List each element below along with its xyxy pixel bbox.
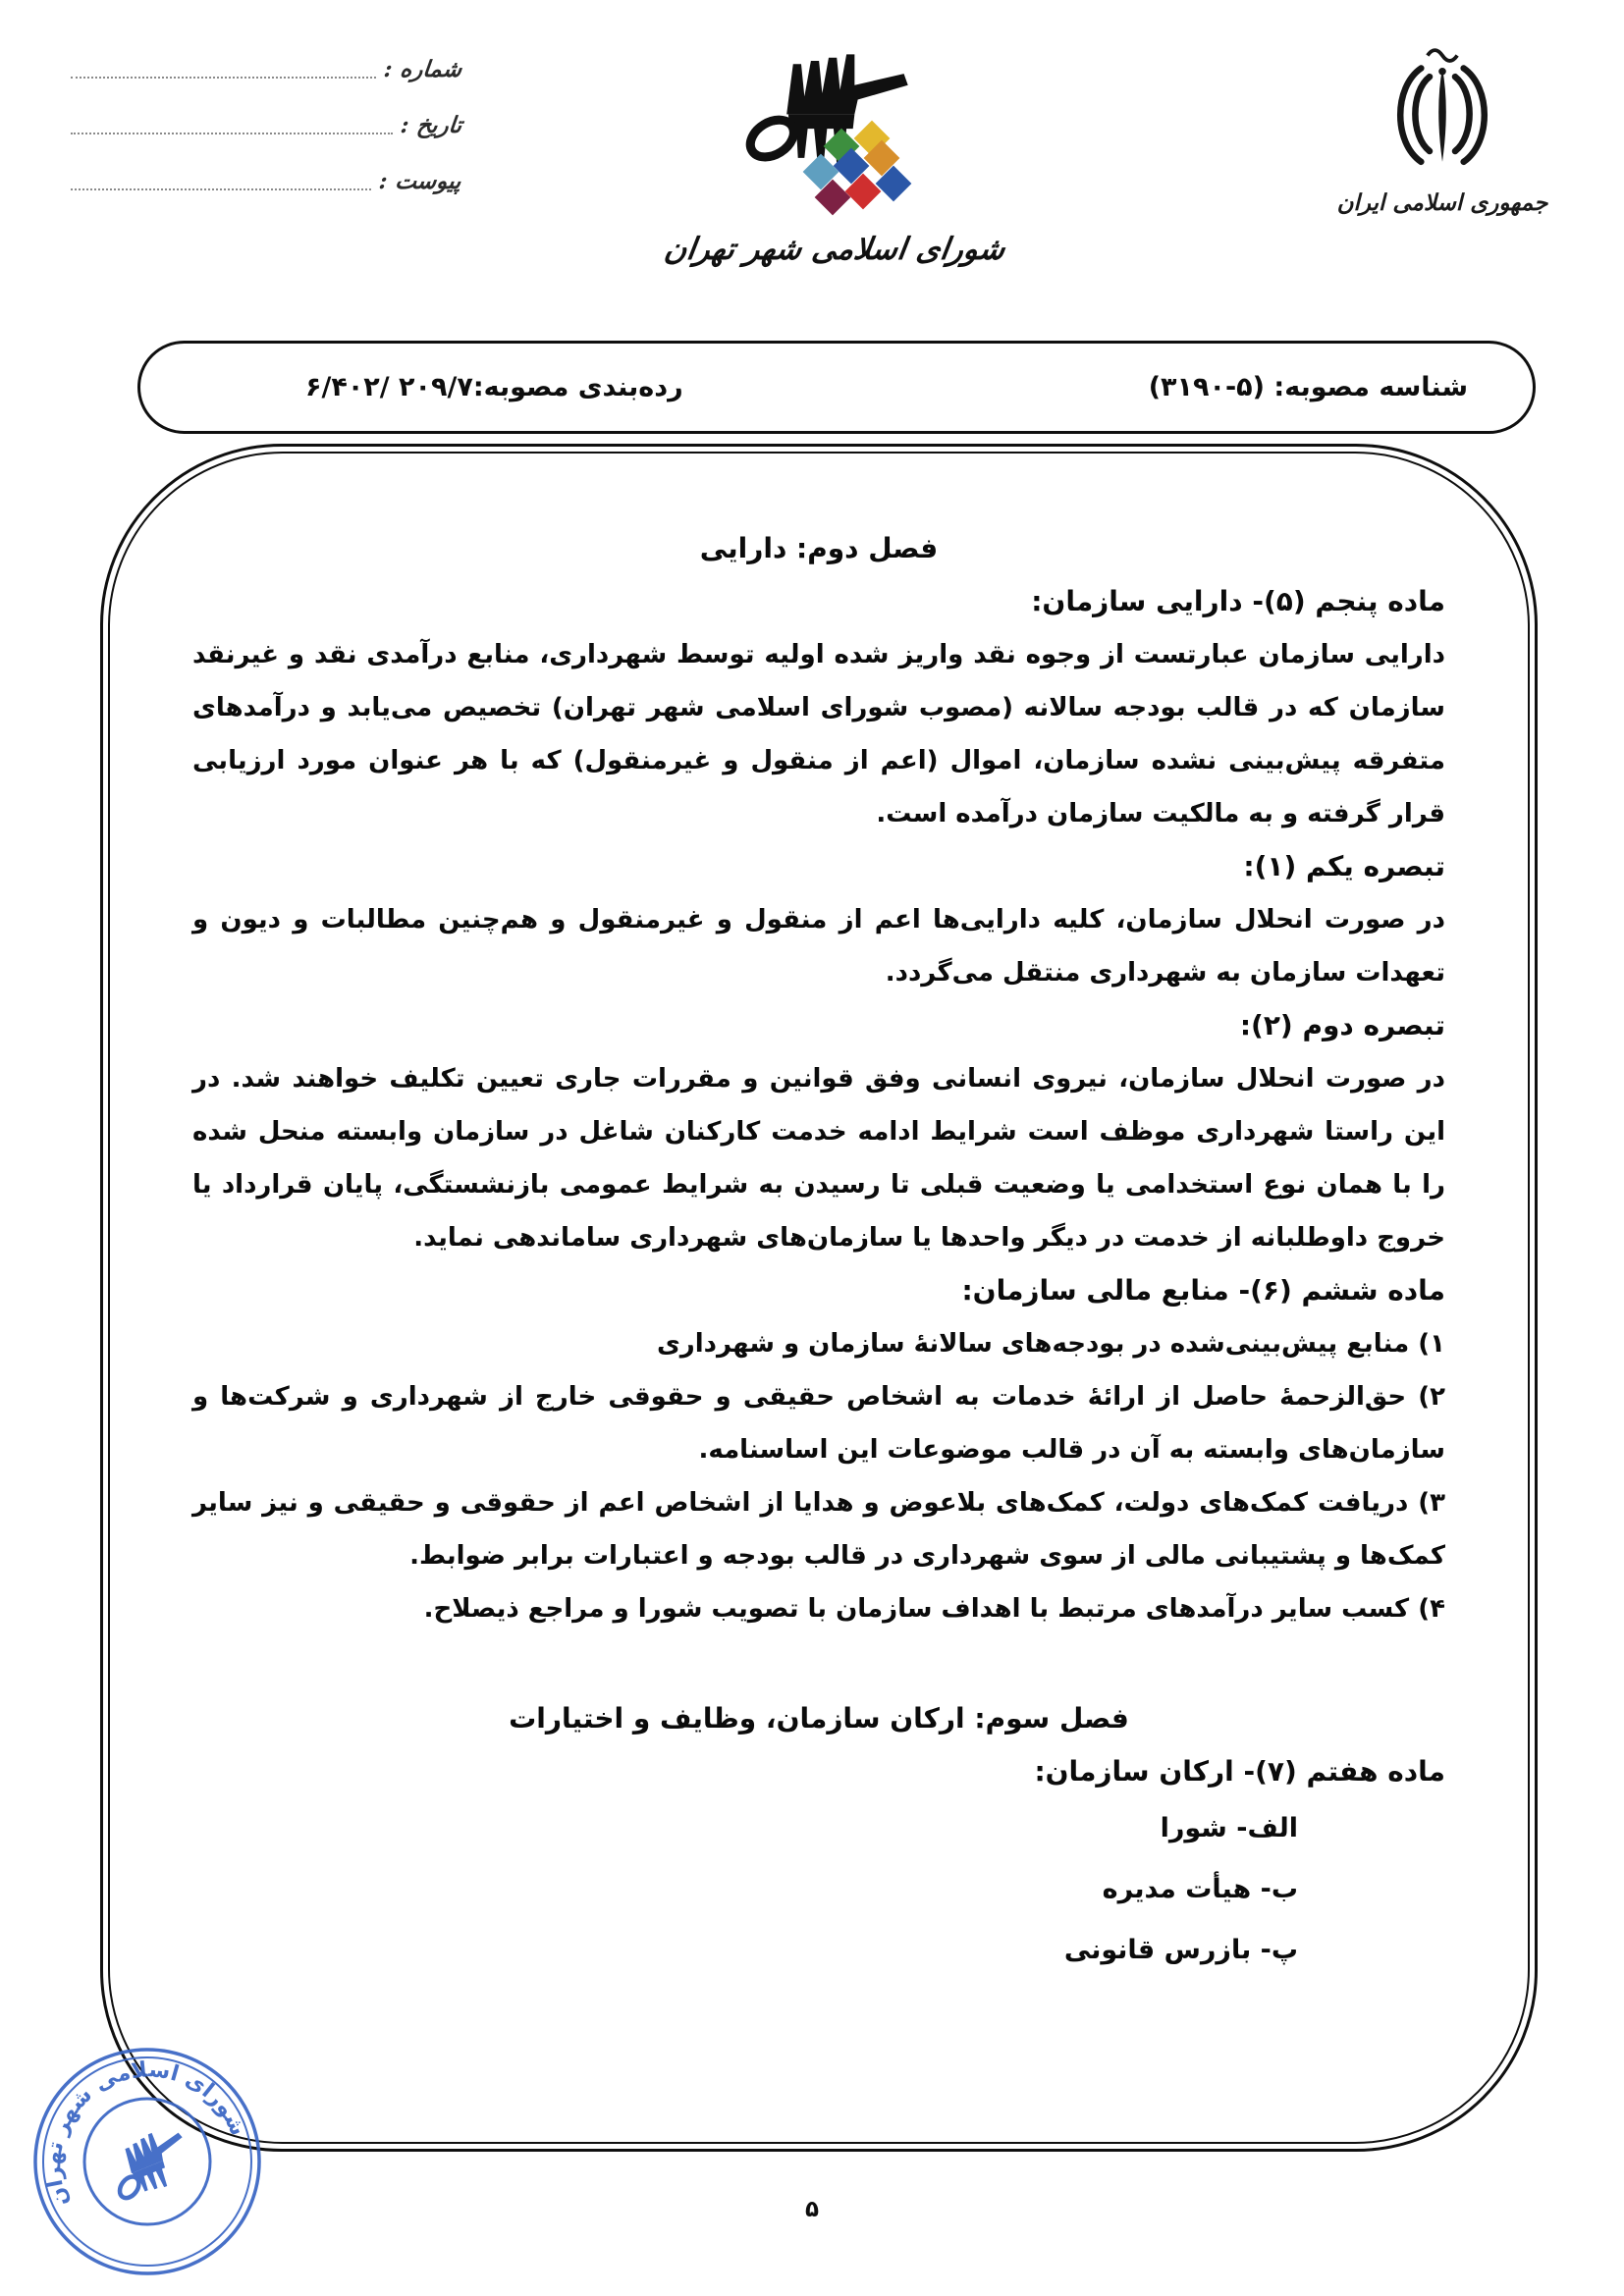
document-body	[108, 452, 1530, 2144]
resolution-classification: رده‌بندی مصوبه:۲۰۹/۷ /۶/۴۰۲	[305, 372, 683, 402]
organ-item: پ- بازرس قانونی	[1063, 1935, 1298, 1965]
date-field	[71, 97, 461, 153]
paragraph: در صورت انحلال سازمان، کلیه دارایی‌ها اعم از منقول و غیرمنقول و هم‌چنین مطالبات و دیون و تعهدات سازمان به شهرداری منتقل می‌گردد.	[192, 905, 1445, 988]
article-heading: ماده هفتم (۷)- ارکان سازمان:	[1034, 1755, 1445, 1788]
date-field-label: تاریخ :	[399, 112, 463, 138]
list-item: ۴) کسب سایر درآمدهای مرتبط با اهداف سازمان با تصویب شورا و مراجع ذیصلاح.	[423, 1594, 1445, 1624]
list-item: ۲) حق‌الزحمهٔ حاصل از ارائهٔ خدمات به اشخاص حقیقی و حقوقی خارج از شهرداری و شرکت‌ها و سازمان‌های وابسته به آن در قالب موضوعات این اساسنامه.	[192, 1382, 1445, 1465]
council-logo	[599, 33, 1070, 267]
attachment-field	[71, 153, 461, 209]
iran-emblem-icon	[1379, 39, 1506, 187]
council-logo-icon	[677, 33, 992, 230]
document-body-frame	[100, 444, 1538, 2152]
page-number: ۵	[804, 2197, 820, 2222]
paragraph: دارایی سازمان عبارتست از وجوه نقد واریز شده اولیه توسط شهرداری، منابع درآمدی نقد و غیرنقد سازمان که در قالب بودجه سالانه (مصوب شورای اسلامی شهر تهران) تخصیص می‌یابد و درآمدهای متفرقه پیش‌بینی نشده سازمان، اموال (اعم از منقول و غیرمنقول) که با هر عنوان مورد ارزیابی قرار گرفته و به مالکیت سازمان درآمده است.	[192, 640, 1445, 828]
number-field-label: شماره :	[382, 56, 463, 82]
council-logo-caption: شورای اسلامی شهر تهران	[662, 232, 1007, 267]
council-stamp	[26, 2036, 269, 2287]
note-heading: تبصره دوم (۲):	[1239, 1009, 1445, 1041]
attachment-field-label: پیوست :	[378, 168, 463, 194]
list-item: ۱) منابع پیش‌بینی‌شده در بودجه‌های سالانهٔ سازمان و شهرداری	[656, 1329, 1445, 1359]
article-heading: ماده ششم (۶)- منابع مالی سازمان:	[961, 1274, 1445, 1307]
chapter-heading: فصل سوم: ارکان سازمان، وظایف و اختیارات	[509, 1702, 1129, 1735]
national-emblem	[1314, 39, 1571, 216]
number-field	[71, 41, 461, 97]
number-field-line	[71, 77, 376, 79]
paragraph: در صورت انحلال سازمان، نیروی انسانی وفق قوانین و مقررات جاری تعیین تکلیف خواهند شد. در این راستا شهرداری موظف است شرایط ادامه خدمت کارکنان شاغل در سازمان وابسته منحل شده را با همان نوع استخدامی یا وضعیت قبلی تا رسیدن به شرایط عمومی بازنشستگی، پایان قرارداد یا خروج داوطلبانه از خدمت در دیگر واحدها یا سازمان‌های شهرداری ساماندهی نماید.	[192, 1064, 1445, 1253]
resolution-header-bar	[137, 341, 1536, 434]
note-heading: تبصره یکم (۱):	[1243, 850, 1445, 882]
organ-item: ب- هیأت مدیره	[1102, 1874, 1298, 1904]
date-field-line	[71, 133, 393, 134]
chapter-heading: فصل دوم: دارایی	[699, 532, 939, 564]
national-emblem-caption: جمهوری اسلامی ایران	[1336, 190, 1548, 216]
list-item: ۳) دریافت کمک‌های دولت، کمک‌های بلاعوض و هدایا از اشخاص اعم از حقوقی و حقیقی و نیز سایر کمک‌ها و پشتیبانی مالی از سوی شهرداری در قالب بودجه و اعتبارات برابر ضوابط.	[192, 1488, 1445, 1571]
organ-item: الف- شورا	[1160, 1813, 1298, 1843]
article-heading: ماده پنجم (۵)- دارایی سازمان:	[1031, 585, 1445, 617]
stamp-ring-text: شورای اسلامی شهر تهران	[41, 2057, 250, 2211]
resolution-id: شناسه مصوبه: (۵-۳۱۹۰)	[1148, 372, 1468, 402]
letterhead-fields	[71, 41, 461, 209]
attachment-field-line	[71, 188, 371, 190]
